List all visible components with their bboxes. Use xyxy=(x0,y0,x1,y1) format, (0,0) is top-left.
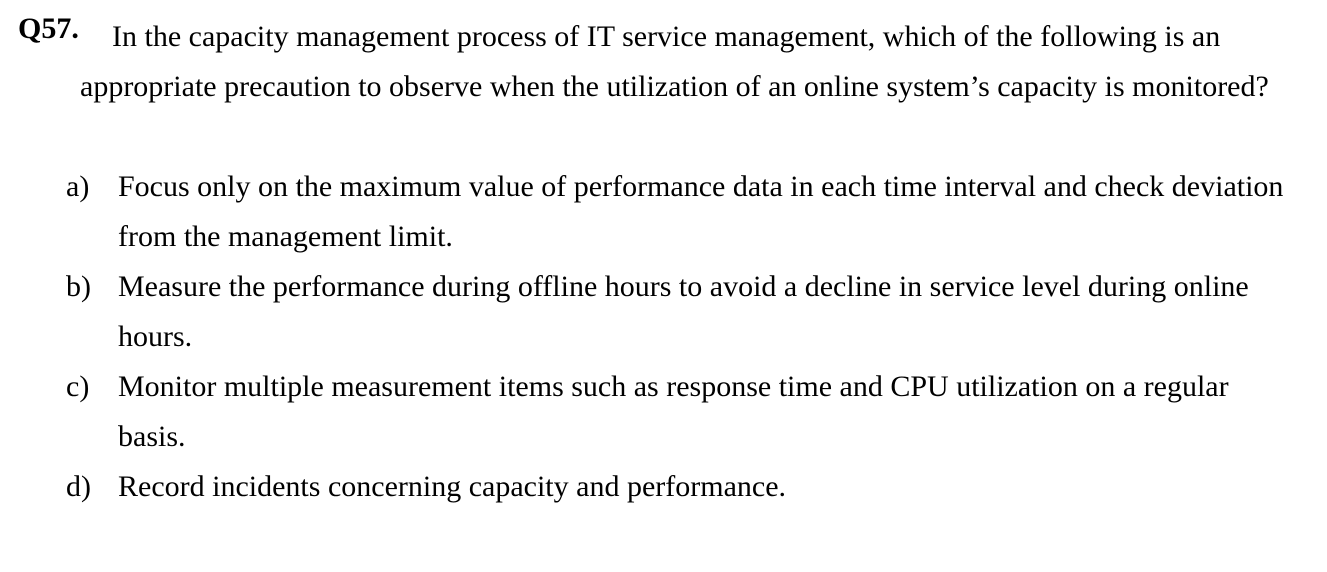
option-c[interactable] xyxy=(66,362,1297,462)
option-d-marker: d) xyxy=(66,470,91,503)
options-list xyxy=(18,162,1297,512)
option-c-marker: c) xyxy=(66,370,90,403)
option-b-text: Measure the performance during offline hours to avoid a decline in service level during online hours. xyxy=(118,270,1249,353)
question-block xyxy=(18,12,1297,112)
option-b-marker: b) xyxy=(66,270,91,303)
option-a-text: Focus only on the maximum value of performance data in each time interval and check deviation from the management limit. xyxy=(118,170,1284,253)
option-d-text: Record incidents concerning capacity and performance. xyxy=(118,470,787,503)
question-stem xyxy=(18,12,1297,112)
option-a[interactable] xyxy=(66,162,1297,262)
question-number: Q57. xyxy=(18,12,79,45)
question-stem-text: In the capacity management process of IT service management, which of the following is an appropriate precaution to observe when the utilization of an online system’s capacity is monitored? xyxy=(80,20,1269,103)
option-c-text: Monitor multiple measurement items such as response time and CPU utilization on a regular basis. xyxy=(118,370,1229,453)
option-a-marker: a) xyxy=(66,170,90,203)
option-b[interactable] xyxy=(66,262,1297,362)
option-d[interactable] xyxy=(66,462,1297,512)
